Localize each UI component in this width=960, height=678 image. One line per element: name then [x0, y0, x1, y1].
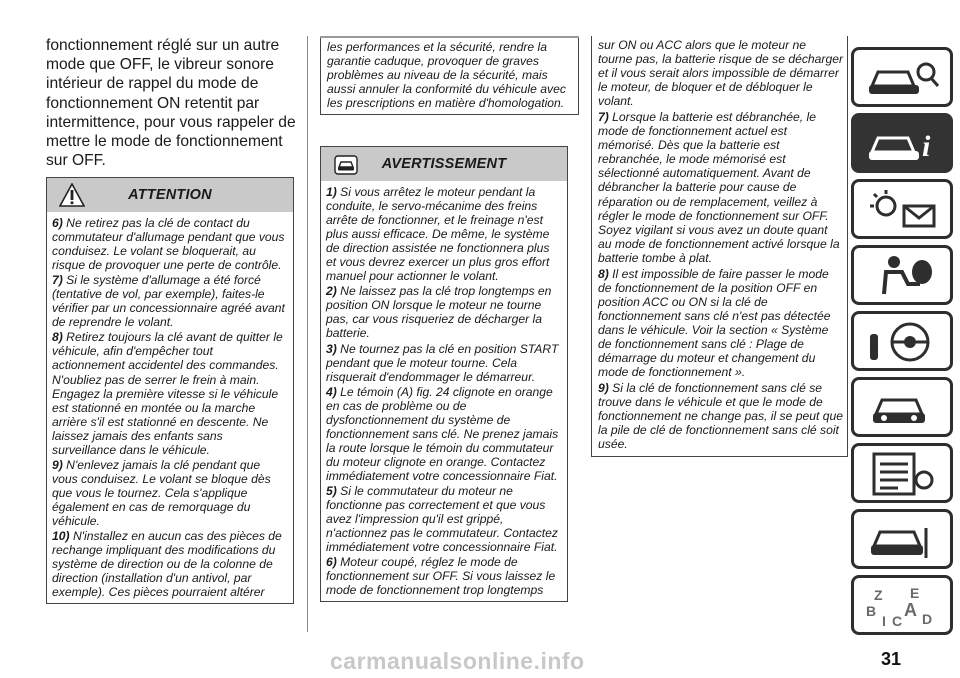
attention-title: ATTENTION [128, 187, 212, 203]
key-steering-icon [864, 320, 944, 364]
avertissement-item: 6) Moteur coupé, réglez le mode de fonctionnement sur OFF. Si vous laissez le mode de fonctionnement trop longtemps [326, 555, 556, 598]
avertissement-item: 4) Le témoin (A) fig. 24 clignote en orange en cas de problème ou de dysfonctionnement du système de fonctionnement sans clé. Ne prenez jamais la route lorsque le témoin du commutateur du moteur clignote en orange. Contactez immédiatement votre concessionnaire Fiat. [326, 384, 559, 483]
avertissement-header [321, 147, 567, 181]
avertissement-item: 5) Si le commutateur du moteur ne fonctionne pas correctement et que vous avez l'impression qu'il est grippé, n'actionnez pas le commutateur. Contactez immédiatement votre concessionnaire Fiat. [326, 483, 558, 555]
tab-warning-lights[interactable] [851, 179, 953, 239]
attention-header [47, 178, 293, 212]
svg-text:Z: Z [874, 587, 883, 603]
tab-car-info[interactable] [851, 113, 953, 173]
tab-alphabet-index[interactable] [851, 575, 953, 635]
car-emergency-icon [864, 386, 944, 430]
attention-body [47, 212, 293, 603]
svg-text:A: A [904, 600, 917, 620]
continuation-item: 8) Il est impossible de faire passer le mode de fonctionnement de la position OFF en position ACC ou ON si la clé de fonctionnement sans clé n'est pas détectée dans le véhicule. Voir la section « Système de fonctionnement sans clé : Plage de démarrage du moteur et changement du mode de fonctionnement ». [598, 266, 831, 380]
avertissement-title: AVERTISSEMENT [381, 156, 507, 172]
avertissement-body [321, 181, 567, 601]
attention-item: 10) N'installez en aucun cas des pièces de rechange impliquant des modifications du système de direction ou de la colonne de direction (installation d'un antivol, par exemple). Ces pièces pourraient altérer [52, 529, 282, 600]
intro-paragraph [46, 36, 296, 170]
svg-text:C: C [892, 613, 903, 628]
tab-airbag-seat[interactable] [851, 245, 953, 305]
continuation-text: les performances et la sécurité, rendre la garantie caduque, provoquer de graves problèmes au niveau de la sécurité, mais aussi annuler la conformité du véhicule avec les prescriptions en matière d'homologation. [327, 40, 566, 111]
continuation-item: 7) Lorsque la batterie est débranchée, le mode de fonctionnement actuel est mémorisé. Dès que la batterie est rebranchée, le mode mémorisé est sélectionné automatiquement. Avant de débrancher la batterie pour cause de réparation ou de remplacement, veillez à régler le mode de fonctionnement sur OFF. Soyez vigilant si vous avez un doute quant au mode de fonctionnement activé lorsque la batterie tombe à plat. [598, 110, 840, 265]
avertissement-item: 1) Si vous arrêtez le moteur pendant la conduite, le servo-mécanime des freins arrête de fonctionner, et le freinage n'est plus aussi efficace. De même, le système de direction assistée ne fonctionnera plus et vous devrez exercer un plus gros effort manuel pour actionner le volant. [326, 185, 550, 284]
svg-text:B: B [866, 603, 877, 619]
attention-box [46, 177, 294, 604]
avertissement-item: 2) Ne laissez pas la clé trop longtemps en position ON lorsque le moteur ne tourne pas, car vous risqueriez de décharger la batterie. [326, 284, 552, 341]
attention-continuation [320, 36, 579, 115]
attention-item: 8) Retirez toujours la clé avant de quitter le véhicule, afin d'empêcher tout actionnement accidentel des commandes. N'oubliez pas de serrer le frein à main. Engagez la première vitesse si le véhicule est stationné en montée ou la marche arrière s'il est stationné en descente. Ne laissez jamais des enfants sans surveillance dans le véhicule. [52, 330, 283, 457]
car-search-icon [864, 56, 944, 100]
avertissement-item: 3) Ne tournez pas la clé en position START pendant que le moteur tourne. Cela risquerait d'endommager le démarreur. [326, 341, 559, 384]
column-divider [307, 36, 308, 632]
svg-text:i: i [922, 130, 931, 163]
attention-item: 6) Ne retirez pas la clé de contact du commutateur d'allumage pendant que vous conduisez. Le volant se bloquerait, au risque de provoquer une perte de contrôle. [52, 216, 285, 273]
tab-car-specs[interactable] [851, 509, 953, 569]
attention-item: 9) N'enlevez jamais la clé pendant que vous conduisez. Le volant se bloque dès que vous le tournez. Cela s'applique également en cas de remorquage du véhicule. [52, 457, 271, 528]
tab-maintenance-checklist[interactable] [851, 443, 953, 503]
continuation-bar [320, 36, 579, 38]
tab-car-search[interactable] [851, 47, 953, 107]
warning-continuation [591, 36, 848, 457]
car-specs-icon [864, 518, 944, 562]
car-info-icon [864, 122, 944, 166]
page-number: 31 [881, 649, 902, 669]
tab-car-emergency[interactable] [851, 377, 953, 437]
maintenance-checklist-icon [864, 452, 944, 496]
avertissement-box [320, 146, 568, 602]
attention-item: 7) Si le système d'allumage a été forcé (tentative de vol, par exemple), faites-le vérifier par un concessionnaire agréé avant de reprendre le volant. [52, 273, 285, 330]
svg-text:E: E [910, 585, 920, 601]
watermark: carmanualsonline.info [330, 648, 585, 674]
continuation-item: 9) Si la clé de fonctionnement sans clé se trouve dans le véhicule et que le mode de fonctionnement ne change pas, il se peut que la pile de clé de fonctionnement sans clé soit usée. [598, 381, 844, 452]
alphabet-index-icon [864, 584, 944, 628]
warning-lights-icon [864, 188, 944, 232]
svg-text:D: D [922, 611, 933, 627]
airbag-seat-icon [864, 254, 944, 298]
continuation-item: sur ON ou ACC alors que le moteur ne tourne pas, la batterie risque de se décharger et il vous serait alors impossible de démarrer le moteur, de bloquer et de débloquer le volant. [598, 38, 843, 109]
intro-text: fonctionnement réglé sur un autre mode que OFF, le vibreur sonore intérieur de rappel du mode de fonctionnement ON retentit par intermittence, pour vous rappeler de mettre le mode de fonctionnement sur OFF. [46, 37, 296, 170]
svg-text:I: I [882, 613, 886, 628]
tab-key-steering[interactable] [851, 311, 953, 371]
